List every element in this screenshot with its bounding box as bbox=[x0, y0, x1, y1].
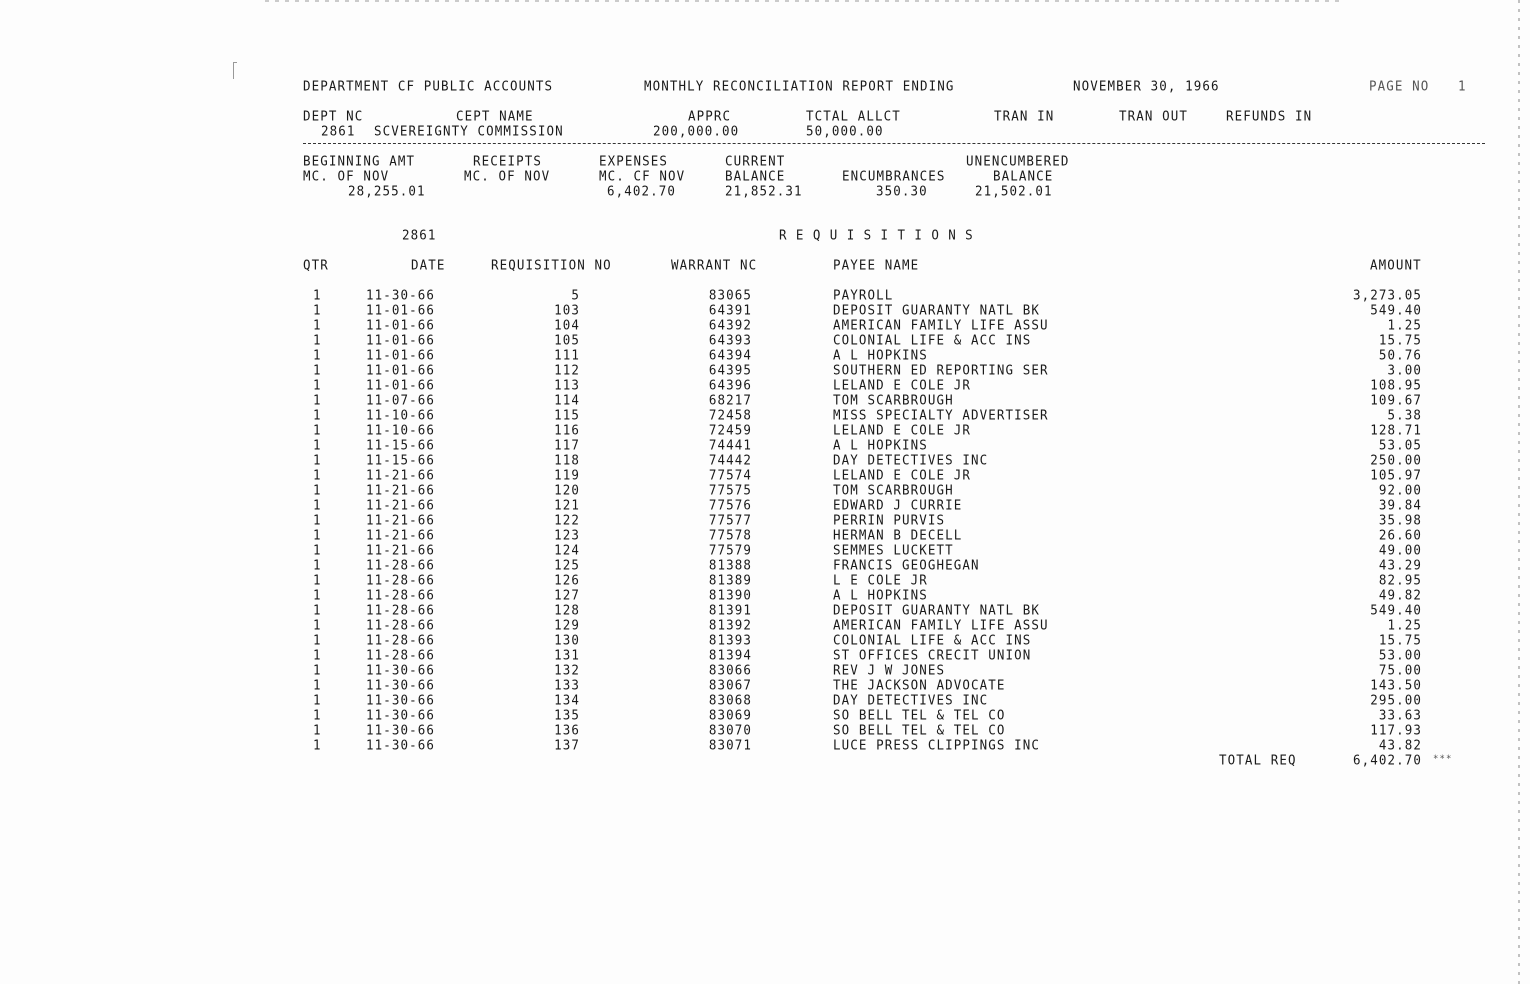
qtr-cell: 1 bbox=[313, 662, 322, 678]
amount-cell: 108.95 bbox=[1370, 377, 1422, 393]
payee-name-cell: DEPOSIT GUARANTY NATL BK bbox=[833, 302, 1041, 318]
date-cell: 11-28-66 bbox=[366, 617, 436, 633]
amount-cell: 549.40 bbox=[1370, 602, 1422, 618]
qtr-cell: 1 bbox=[313, 602, 322, 618]
payee-name-cell: FRANCIS GEOGHEGAN bbox=[833, 557, 980, 573]
amount-cell: 3,273.05 bbox=[1352, 287, 1422, 303]
warrant-no-cell: 83071 bbox=[708, 737, 752, 753]
warrant-no-cell: 64393 bbox=[708, 332, 752, 348]
amount-cell: 26.60 bbox=[1378, 527, 1422, 543]
warrant-no-cell: 81388 bbox=[708, 557, 752, 573]
beginning-value: 28,255.01 bbox=[348, 183, 426, 199]
payee-name-cell: REV J W JONES bbox=[833, 662, 946, 678]
appro-label: APPRC bbox=[688, 108, 732, 124]
current-label-2: BALANCE bbox=[725, 168, 786, 184]
table-row bbox=[0, 677, 1530, 692]
payee-name-cell: SO BELL TEL & TEL CO bbox=[833, 707, 1006, 723]
payee-name-cell: SO BELL TEL & TEL CO bbox=[833, 722, 1006, 738]
payee-name-cell: TOM SCARBROUGH bbox=[833, 392, 954, 408]
payee-name-cell: THE JACKSON ADVOCATE bbox=[833, 677, 1006, 693]
qtr-cell: 1 bbox=[313, 422, 322, 438]
qtr-cell: 1 bbox=[313, 632, 322, 648]
amount-cell: 105.97 bbox=[1370, 467, 1422, 483]
tran-out-label: TRAN OUT bbox=[1119, 108, 1189, 124]
date-cell: 11-28-66 bbox=[366, 602, 436, 618]
date-cell: 11-21-66 bbox=[366, 467, 436, 483]
date-cell: 11-10-66 bbox=[366, 407, 436, 423]
separator-dashed-line bbox=[303, 143, 1485, 144]
warrant-no-cell: 83070 bbox=[708, 722, 752, 738]
amount-cell: 75.00 bbox=[1378, 662, 1422, 678]
requisition-no-cell: 120 bbox=[554, 482, 580, 498]
qtr-cell: 1 bbox=[313, 467, 322, 483]
receipts-label-1: RECEIPTS bbox=[473, 153, 543, 169]
expenses-label-1: EXPENSES bbox=[599, 153, 669, 169]
date-cell: 11-30-66 bbox=[366, 662, 436, 678]
requisition-no-cell: 128 bbox=[554, 602, 580, 618]
amount-cell: 109.67 bbox=[1370, 392, 1422, 408]
date-cell: 11-21-66 bbox=[366, 497, 436, 513]
payee-name-cell: DAY DETECTIVES INC bbox=[833, 692, 989, 708]
amount-cell: 1.25 bbox=[1387, 617, 1422, 633]
table-row bbox=[0, 632, 1530, 647]
payee-name-cell: A L HOPKINS bbox=[833, 437, 928, 453]
amount-cell: 53.00 bbox=[1378, 647, 1422, 663]
amount-cell: 43.29 bbox=[1378, 557, 1422, 573]
qtr-cell: 1 bbox=[313, 377, 322, 393]
requisition-no-cell: 124 bbox=[554, 542, 580, 558]
amount-cell: 143.50 bbox=[1370, 677, 1422, 693]
warrant-no-cell: 81390 bbox=[708, 587, 752, 603]
requisition-no-cell: 117 bbox=[554, 437, 580, 453]
requisition-no-cell: 113 bbox=[554, 377, 580, 393]
payee-name-cell: COLONIAL LIFE & ACC INS bbox=[833, 632, 1032, 648]
current-label-1: CURRENT bbox=[725, 153, 786, 169]
page-label: PAGE NO bbox=[1369, 78, 1430, 94]
warrant-no-cell: 77578 bbox=[708, 527, 752, 543]
requisition-no-cell: 131 bbox=[554, 647, 580, 663]
table-row bbox=[0, 647, 1530, 662]
qtr-cell: 1 bbox=[313, 527, 322, 543]
requisition-no-cell: 115 bbox=[554, 407, 580, 423]
requisition-no-cell: 122 bbox=[554, 512, 580, 528]
warrant-no-cell: 64392 bbox=[708, 317, 752, 333]
qtr-cell: 1 bbox=[313, 647, 322, 663]
scan-mark bbox=[233, 62, 237, 79]
qtr-cell: 1 bbox=[313, 452, 322, 468]
table-row bbox=[0, 542, 1530, 557]
qtr-cell: 1 bbox=[313, 302, 322, 318]
date-cell: 11-01-66 bbox=[366, 332, 436, 348]
refunds-in-label: REFUNDS IN bbox=[1226, 108, 1313, 124]
date-cell: 11-15-66 bbox=[366, 437, 436, 453]
requisition-no-cell: 123 bbox=[554, 527, 580, 543]
requisition-no-cell: 105 bbox=[554, 332, 580, 348]
col-requisition-no: REQUISITION NO bbox=[491, 257, 612, 273]
total-marker: *** bbox=[1433, 754, 1453, 765]
warrant-no-cell: 64396 bbox=[708, 377, 752, 393]
requisition-no-cell: 133 bbox=[554, 677, 580, 693]
payee-name-cell: LELAND E COLE JR bbox=[833, 422, 972, 438]
table-row bbox=[0, 437, 1530, 452]
requisition-no-cell: 137 bbox=[554, 737, 580, 753]
payee-name-cell: L E COLE JR bbox=[833, 572, 928, 588]
warrant-no-cell: 81394 bbox=[708, 647, 752, 663]
amount-cell: 295.00 bbox=[1370, 692, 1422, 708]
date-cell: 11-01-66 bbox=[366, 317, 436, 333]
date-cell: 11-21-66 bbox=[366, 542, 436, 558]
requisition-no-cell: 127 bbox=[554, 587, 580, 603]
requisition-no-cell: 112 bbox=[554, 362, 580, 378]
total-value: 6,402.70 bbox=[1352, 752, 1422, 768]
payee-name-cell: PERRIN PURVIS bbox=[833, 512, 946, 528]
warrant-no-cell: 64391 bbox=[708, 302, 752, 318]
payee-name-cell: AMERICAN FAMILY LIFE ASSU bbox=[833, 317, 1049, 333]
qtr-cell: 1 bbox=[313, 572, 322, 588]
amount-cell: 128.71 bbox=[1370, 422, 1422, 438]
expenses-label-2: MC. CF NOV bbox=[599, 168, 686, 184]
requisition-no-cell: 103 bbox=[554, 302, 580, 318]
table-row bbox=[0, 572, 1530, 587]
total-allot-label: TCTAL ALLCT bbox=[806, 108, 901, 124]
amount-cell: 92.00 bbox=[1378, 482, 1422, 498]
unencumbered-value: 21,502.01 bbox=[975, 183, 1053, 199]
table-row bbox=[0, 692, 1530, 707]
table-row bbox=[0, 407, 1530, 422]
date-cell: 11-21-66 bbox=[366, 512, 436, 528]
payee-name-cell: EDWARD J CURRIE bbox=[833, 497, 963, 513]
date-cell: 11-30-66 bbox=[366, 707, 436, 723]
col-qtr: QTR bbox=[303, 257, 329, 273]
warrant-no-cell: 68217 bbox=[708, 392, 752, 408]
payee-name-cell: PAYROLL bbox=[833, 287, 894, 303]
report-date: NOVEMBER 30, 1966 bbox=[1073, 78, 1220, 94]
table-row bbox=[0, 557, 1530, 572]
amount-cell: 1.25 bbox=[1387, 317, 1422, 333]
amount-cell: 43.82 bbox=[1378, 737, 1422, 753]
table-row bbox=[0, 452, 1530, 467]
requisition-no-cell: 136 bbox=[554, 722, 580, 738]
table-row bbox=[0, 737, 1530, 752]
page-number: 1 bbox=[1458, 78, 1467, 94]
amount-cell: 82.95 bbox=[1378, 572, 1422, 588]
qtr-cell: 1 bbox=[313, 737, 322, 753]
requisition-no-cell: 119 bbox=[554, 467, 580, 483]
payee-name-cell: SOUTHERN ED REPORTING SER bbox=[833, 362, 1049, 378]
payee-name-cell: LUCE PRESS CLIPPINGS INC bbox=[833, 737, 1041, 753]
unencumbered-label-2: BALANCE bbox=[993, 168, 1054, 184]
warrant-no-cell: 77574 bbox=[708, 467, 752, 483]
table-row bbox=[0, 497, 1530, 512]
total-allot-value: 50,000.00 bbox=[806, 123, 884, 139]
date-cell: 11-28-66 bbox=[366, 557, 436, 573]
receipts-label-2: MC. OF NOV bbox=[464, 168, 551, 184]
expenses-value: 6,402.70 bbox=[607, 183, 677, 199]
qtr-cell: 1 bbox=[313, 557, 322, 573]
table-row bbox=[0, 617, 1530, 632]
warrant-no-cell: 83068 bbox=[708, 692, 752, 708]
date-cell: 11-28-66 bbox=[366, 647, 436, 663]
warrant-no-cell: 83066 bbox=[708, 662, 752, 678]
date-cell: 11-28-66 bbox=[366, 632, 436, 648]
payee-name-cell: A L HOPKINS bbox=[833, 587, 928, 603]
date-cell: 11-01-66 bbox=[366, 362, 436, 378]
amount-cell: 15.75 bbox=[1378, 632, 1422, 648]
warrant-no-cell: 81391 bbox=[708, 602, 752, 618]
requisition-no-cell: 132 bbox=[554, 662, 580, 678]
requisition-no-cell: 104 bbox=[554, 317, 580, 333]
warrant-no-cell: 64394 bbox=[708, 347, 752, 363]
col-warrant-no: WARRANT NC bbox=[671, 257, 758, 273]
tran-in-label: TRAN IN bbox=[994, 108, 1055, 124]
requisition-no-cell: 125 bbox=[554, 557, 580, 573]
date-cell: 11-01-66 bbox=[366, 377, 436, 393]
table-row bbox=[0, 467, 1530, 482]
requisition-no-cell: 111 bbox=[554, 347, 580, 363]
qtr-cell: 1 bbox=[313, 692, 322, 708]
amount-cell: 49.00 bbox=[1378, 542, 1422, 558]
date-cell: 11-30-66 bbox=[366, 737, 436, 753]
scan-edge-top bbox=[265, 0, 1340, 2]
payee-name-cell: AMERICAN FAMILY LIFE ASSU bbox=[833, 617, 1049, 633]
qtr-cell: 1 bbox=[313, 392, 322, 408]
warrant-no-cell: 81389 bbox=[708, 572, 752, 588]
payee-name-cell: COLONIAL LIFE & ACC INS bbox=[833, 332, 1032, 348]
qtr-cell: 1 bbox=[313, 362, 322, 378]
warrant-no-cell: 74441 bbox=[708, 437, 752, 453]
date-cell: 11-28-66 bbox=[366, 587, 436, 603]
warrant-no-cell: 77575 bbox=[708, 482, 752, 498]
unencumbered-label-1: UNENCUMBERED bbox=[966, 153, 1070, 169]
qtr-cell: 1 bbox=[313, 407, 322, 423]
table-row bbox=[0, 422, 1530, 437]
requisition-no-cell: 5 bbox=[571, 287, 580, 303]
warrant-no-cell: 72459 bbox=[708, 422, 752, 438]
qtr-cell: 1 bbox=[313, 497, 322, 513]
payee-name-cell: ST OFFICES CRECIT UNION bbox=[833, 647, 1032, 663]
dept-no-label: DEPT NC bbox=[303, 108, 364, 124]
dept-no-value: 2861 bbox=[321, 123, 356, 139]
warrant-no-cell: 77579 bbox=[708, 542, 752, 558]
date-cell: 11-21-66 bbox=[366, 527, 436, 543]
table-row bbox=[0, 392, 1530, 407]
qtr-cell: 1 bbox=[313, 287, 322, 303]
date-cell: 11-28-66 bbox=[366, 572, 436, 588]
amount-cell: 49.82 bbox=[1378, 587, 1422, 603]
warrant-no-cell: 64395 bbox=[708, 362, 752, 378]
table-row bbox=[0, 512, 1530, 527]
qtr-cell: 1 bbox=[313, 677, 322, 693]
col-payee-name: PAYEE NAME bbox=[833, 257, 920, 273]
amount-cell: 15.75 bbox=[1378, 332, 1422, 348]
requisition-no-cell: 134 bbox=[554, 692, 580, 708]
amount-cell: 549.40 bbox=[1370, 302, 1422, 318]
requisition-no-cell: 130 bbox=[554, 632, 580, 648]
qtr-cell: 1 bbox=[313, 722, 322, 738]
warrant-no-cell: 74442 bbox=[708, 452, 752, 468]
date-cell: 11-10-66 bbox=[366, 422, 436, 438]
payee-name-cell: LELAND E COLE JR bbox=[833, 467, 972, 483]
payee-name-cell: LELAND E COLE JR bbox=[833, 377, 972, 393]
table-row bbox=[0, 722, 1530, 737]
table-row bbox=[0, 347, 1530, 362]
table-row bbox=[0, 707, 1530, 722]
table-row bbox=[0, 482, 1530, 497]
date-cell: 11-30-66 bbox=[366, 677, 436, 693]
table-row bbox=[0, 587, 1530, 602]
dept-name-label: CEPT NAME bbox=[456, 108, 534, 124]
warrant-no-cell: 81393 bbox=[708, 632, 752, 648]
amount-cell: 53.05 bbox=[1378, 437, 1422, 453]
payee-name-cell: A L HOPKINS bbox=[833, 347, 928, 363]
qtr-cell: 1 bbox=[313, 512, 322, 528]
table-row bbox=[0, 662, 1530, 677]
amount-cell: 250.00 bbox=[1370, 452, 1422, 468]
table-row bbox=[0, 317, 1530, 332]
encumbrances-label: ENCUMBRANCES bbox=[842, 168, 946, 184]
date-cell: 11-15-66 bbox=[366, 452, 436, 468]
payee-name-cell: HERMAN B DECELL bbox=[833, 527, 963, 543]
requisition-no-cell: 126 bbox=[554, 572, 580, 588]
date-cell: 11-21-66 bbox=[366, 482, 436, 498]
payee-name-cell: DAY DETECTIVES INC bbox=[833, 452, 989, 468]
qtr-cell: 1 bbox=[313, 542, 322, 558]
amount-cell: 50.76 bbox=[1378, 347, 1422, 363]
dept-name-value: SCVEREIGNTY COMMISSION bbox=[374, 123, 564, 139]
payee-name-cell: TOM SCARBROUGH bbox=[833, 482, 954, 498]
section-title: REQUISITIONS bbox=[779, 227, 983, 243]
table-row bbox=[0, 377, 1530, 392]
col-date: DATE bbox=[411, 257, 446, 273]
table-row bbox=[0, 527, 1530, 542]
table-row bbox=[0, 287, 1530, 302]
requisition-no-cell: 114 bbox=[554, 392, 580, 408]
warrant-no-cell: 81392 bbox=[708, 617, 752, 633]
table-row bbox=[0, 302, 1530, 317]
date-cell: 11-30-66 bbox=[366, 287, 436, 303]
qtr-cell: 1 bbox=[313, 587, 322, 603]
date-cell: 11-30-66 bbox=[366, 692, 436, 708]
requisition-no-cell: 118 bbox=[554, 452, 580, 468]
requisition-no-cell: 121 bbox=[554, 497, 580, 513]
payee-name-cell: DEPOSIT GUARANTY NATL BK bbox=[833, 602, 1041, 618]
table-row bbox=[0, 332, 1530, 347]
amount-cell: 117.93 bbox=[1370, 722, 1422, 738]
requisitions-table bbox=[0, 287, 1530, 752]
qtr-cell: 1 bbox=[313, 332, 322, 348]
date-cell: 11-01-66 bbox=[366, 302, 436, 318]
section-dept-no: 2861 bbox=[402, 227, 437, 243]
amount-cell: 33.63 bbox=[1378, 707, 1422, 723]
encumbrances-value: 350.30 bbox=[876, 183, 928, 199]
requisition-no-cell: 116 bbox=[554, 422, 580, 438]
amount-cell: 39.84 bbox=[1378, 497, 1422, 513]
amount-cell: 35.98 bbox=[1378, 512, 1422, 528]
requisition-no-cell: 129 bbox=[554, 617, 580, 633]
beginning-label-2: MC. OF NOV bbox=[303, 168, 390, 184]
beginning-label-1: BEGINNING AMT bbox=[303, 153, 416, 169]
date-cell: 11-01-66 bbox=[366, 347, 436, 363]
qtr-cell: 1 bbox=[313, 617, 322, 633]
qtr-cell: 1 bbox=[313, 437, 322, 453]
warrant-no-cell: 83067 bbox=[708, 677, 752, 693]
table-row bbox=[0, 362, 1530, 377]
warrant-no-cell: 83069 bbox=[708, 707, 752, 723]
table-row bbox=[0, 602, 1530, 617]
report-title: MONTHLY RECONCILIATION REPORT ENDING bbox=[644, 78, 955, 94]
qtr-cell: 1 bbox=[313, 482, 322, 498]
qtr-cell: 1 bbox=[313, 317, 322, 333]
warrant-no-cell: 77577 bbox=[708, 512, 752, 528]
payee-name-cell: MISS SPECIALTY ADVERTISER bbox=[833, 407, 1049, 423]
current-value: 21,852.31 bbox=[725, 183, 803, 199]
requisition-no-cell: 135 bbox=[554, 707, 580, 723]
warrant-no-cell: 77576 bbox=[708, 497, 752, 513]
total-label: TOTAL REQ bbox=[1219, 752, 1297, 768]
date-cell: 11-07-66 bbox=[366, 392, 436, 408]
payee-name-cell: SEMMES LUCKETT bbox=[833, 542, 954, 558]
warrant-no-cell: 83065 bbox=[708, 287, 752, 303]
warrant-no-cell: 72458 bbox=[708, 407, 752, 423]
date-cell: 11-30-66 bbox=[366, 722, 436, 738]
appro-value: 200,000.00 bbox=[653, 123, 740, 139]
qtr-cell: 1 bbox=[313, 347, 322, 363]
col-amount: AMOUNT bbox=[1370, 257, 1422, 273]
agency-name: DEPARTMENT CF PUBLIC ACCOUNTS bbox=[303, 78, 554, 94]
qtr-cell: 1 bbox=[313, 707, 322, 723]
amount-cell: 5.38 bbox=[1387, 407, 1422, 423]
amount-cell: 3.00 bbox=[1387, 362, 1422, 378]
